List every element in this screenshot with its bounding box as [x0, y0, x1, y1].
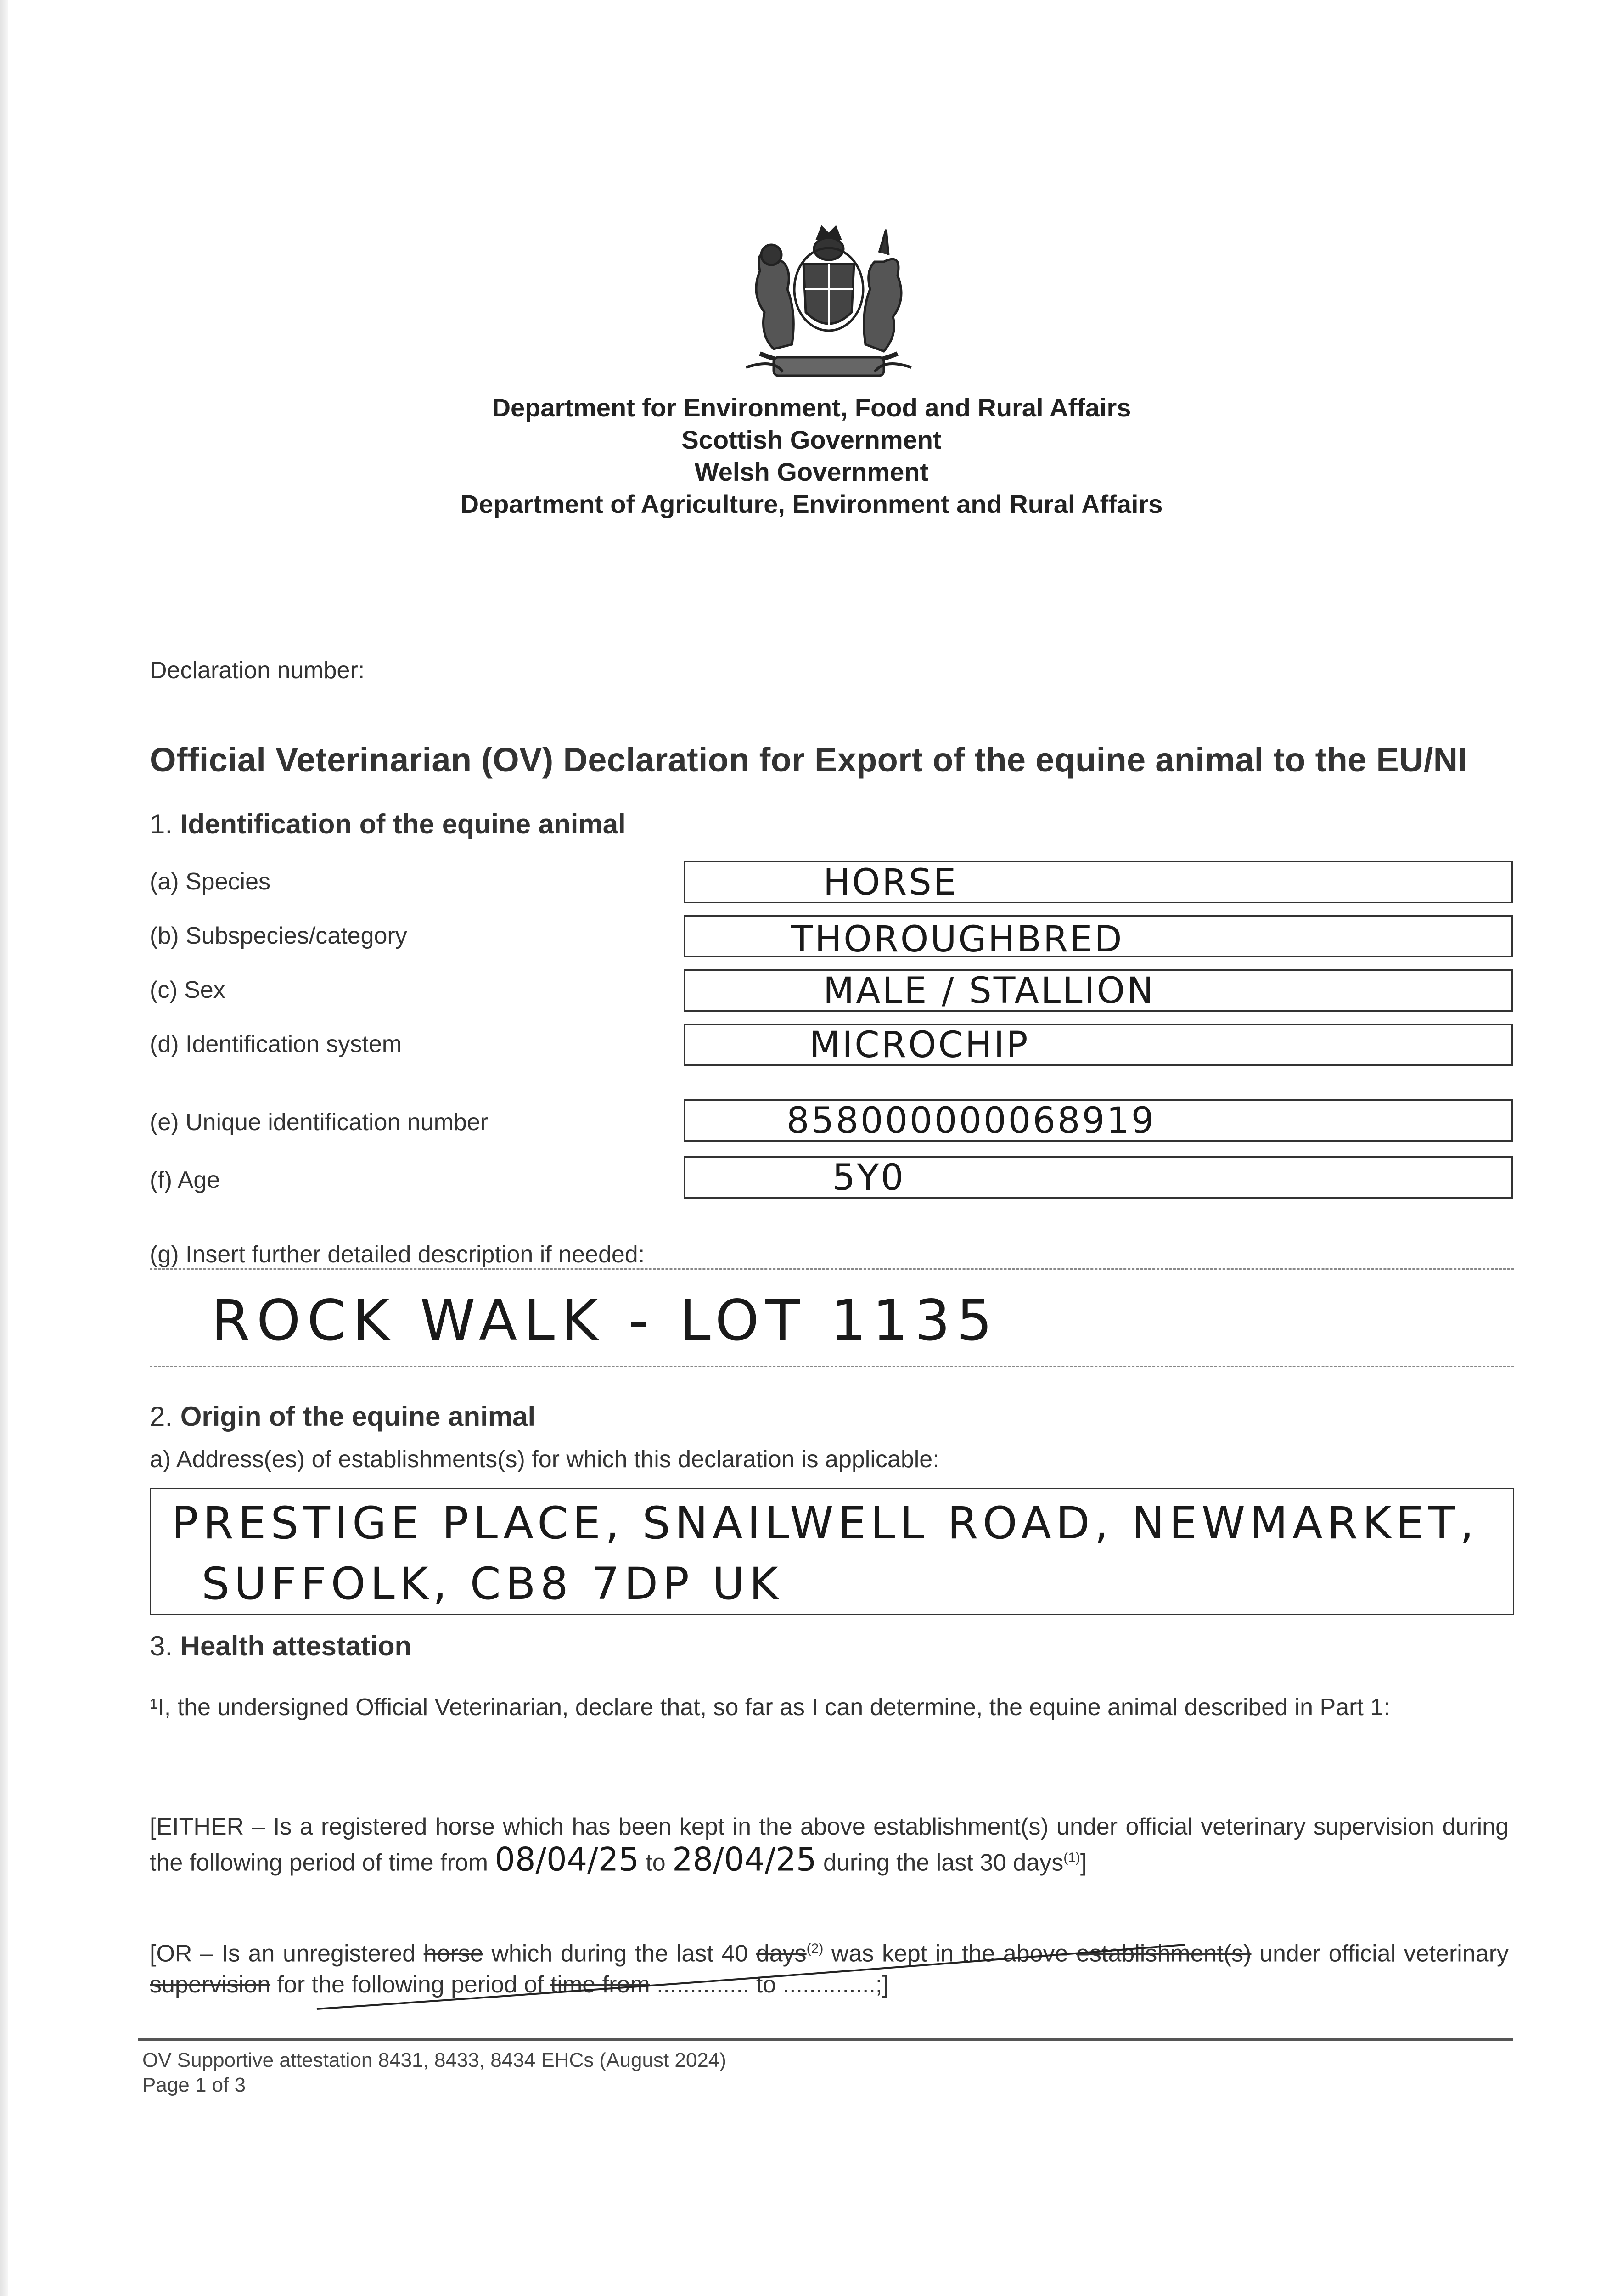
sex-field[interactable]	[684, 969, 1513, 1012]
dept-line-scotgov: Scottish Government	[681, 425, 942, 454]
unique-id-value: 858000000068919	[786, 1100, 1156, 1142]
either-end: ]	[1080, 1849, 1087, 1876]
dept-line-welshgov: Welsh Government	[694, 457, 929, 486]
section3-number: 3.	[150, 1631, 173, 1661]
sex-label: (c) Sex	[150, 977, 225, 1003]
or-supervision: supervision	[150, 1971, 271, 1998]
sex-value: MALE / STALLION	[823, 970, 1156, 1012]
address-line-1: PRESTIGE PLACE, SNAILWELL ROAD, NEWMARKET,	[172, 1497, 1479, 1549]
either-to-date[interactable]: 28/04/25	[672, 1840, 817, 1879]
or-clause-strike-stroke	[312, 1936, 1230, 2014]
royal-coat-of-arms-icon	[728, 220, 930, 390]
or-text-3: was kept in the above	[831, 1940, 1068, 1967]
description-top-line	[150, 1268, 1514, 1270]
section1-heading	[150, 808, 626, 840]
or-text-5: for the following period of	[277, 1971, 544, 1998]
age-value: 5Y0	[832, 1157, 905, 1199]
scan-edge	[0, 0, 8, 2296]
subspecies-value: THOROUGHBRED	[791, 919, 1124, 960]
footer-attestation: OV Supportive attestation 8431, 8433, 8434 EHCs (August 2024)	[142, 2049, 726, 2071]
age-field[interactable]	[684, 1156, 1513, 1199]
page-title: Official Veterinarian (OV) Declaration for Export of the equine animal to the EU/NI	[150, 741, 1468, 779]
address-line-2: SUFFOLK, CB8 7DP UK	[202, 1558, 783, 1609]
address-label: a) Address(es) of establishments(s) for which this declaration is applicable:	[150, 1446, 939, 1473]
further-description-label: (g) Insert further detailed description if needed:	[150, 1241, 645, 1268]
dept-line-daera: Department of Agriculture, Environment and Rural Affairs	[460, 490, 1163, 518]
species-label: (a) Species	[150, 868, 270, 895]
age-label: (f) Age	[150, 1167, 220, 1193]
subspecies-field[interactable]	[684, 915, 1513, 960]
section2-number: 2.	[150, 1401, 173, 1432]
species-value: HORSE	[823, 862, 958, 903]
either-text-2: during the last 30 days	[823, 1849, 1064, 1876]
or-time-from: time from	[550, 1971, 650, 1998]
further-description-value[interactable]: ROCK WALK - LOT 1135	[211, 1288, 999, 1353]
section3-title: Health attestation	[180, 1631, 412, 1661]
description-bottom-line	[150, 1366, 1514, 1367]
either-clause	[150, 1811, 1509, 1878]
section3-heading	[150, 1630, 411, 1662]
section2-heading	[150, 1401, 535, 1432]
identification-system-value: MICROCHIP	[809, 1024, 1030, 1066]
address-field[interactable]	[150, 1488, 1514, 1615]
page-number: Page 1 of 3	[142, 2074, 246, 2096]
identification-system-field[interactable]	[684, 1024, 1513, 1066]
either-footnote: (1)	[1063, 1850, 1080, 1865]
species-field[interactable]	[684, 861, 1513, 903]
either-text-1: [EITHER – Is a registered horse which has been kept in the above establishment(s) under official veterinary supervision during the following period of time from	[150, 1813, 1509, 1876]
or-footnote: (2)	[806, 1941, 824, 1956]
section1-number: 1.	[150, 809, 173, 839]
either-to-word: to	[646, 1849, 666, 1876]
declaration-number-label: Declaration number:	[150, 657, 365, 684]
either-from-date[interactable]: 08/04/25	[494, 1840, 639, 1879]
or-text-1: [OR – Is an unregistered	[150, 1940, 416, 1967]
unique-id-field[interactable]	[684, 1099, 1513, 1142]
footer-rule	[138, 2038, 1513, 2041]
or-horse: horse	[423, 1940, 483, 1967]
health-intro: ¹I, the undersigned Official Veterinarian, declare that, so far as I can determine, the equine animal described in Part 1:	[150, 1694, 1390, 1721]
section2-title: Origin of the equine animal	[180, 1401, 536, 1432]
or-to-word: to	[756, 1971, 776, 1998]
or-end: ;]	[875, 1971, 889, 1998]
or-dots-1[interactable]: ..............	[657, 1971, 750, 1998]
dept-line-defra: Department for Environment, Food and Rural Affairs	[492, 393, 1131, 422]
section1-title: Identification of the equine animal	[180, 809, 626, 839]
or-establishment: establishment(s)	[1076, 1940, 1252, 1967]
or-days: days	[756, 1940, 807, 1967]
or-text-4: under official veterinary	[1259, 1940, 1509, 1967]
identification-system-label: (d) Identification system	[150, 1031, 402, 1058]
unique-id-label: (e) Unique identification number	[150, 1109, 489, 1136]
subspecies-label: (b) Subspecies/category	[150, 923, 407, 949]
or-dots-2[interactable]: ..............	[782, 1971, 876, 1998]
or-text-2: which during the last 40	[491, 1940, 748, 1967]
